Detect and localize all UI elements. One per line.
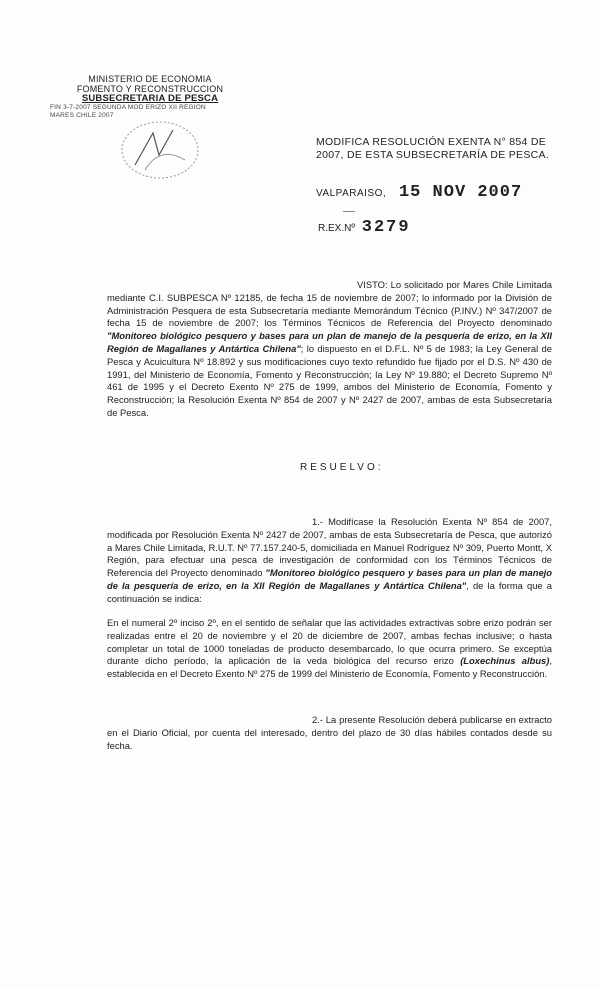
ministry-subname: FOMENTO Y RECONSTRUCCION [76,84,224,94]
file-reference-2: MARES CHILE 2007 [50,112,114,119]
resolution-title: MODIFICA RESOLUCIÓN EXENTA N° 854 DE 2007, DE ESTA SUBSECRETARÍA DE PESCA. [316,136,550,161]
visto-lead: VISTO: Lo solicitado por Mares Chile Limitada mediante C.I. SUBPESCA Nº 12185, de fecha 15 de noviembre de 2007; lo informado por la División de Administración Pesquera de esta Subsecretaría mediante Memorándum Técnico (P.INV.) Nº 347/2007 de fecha 15 de noviembre de 2007; los Términos Técnicos de Referencia del Proyecto denominado [107,279,552,329]
species-name: (Loxechinus albus) [460,655,550,667]
p1-lead: 1.- Modifícase la Resolución Exenta Nº 854 de 2007, modificada por Resolución Exenta Nº 2427 de 2007, ambas de esta Subsecretaría de Pesca, que autorizó a Mares Chile Limitada, R.U.T. Nº 77.157.240-5, domiciliada en Manuel Rodríguez Nº 309, Puerto Montt, X Región, para efectuar una pesca de investigación de conformidad con los Términos Técnicos de Referencia del Proyecto denominado [107,516,552,579]
resolution-point-1-detail [107,617,552,681]
resolution-point-2 [107,714,552,752]
p1-tail: , de la forma que a continuación se indica: [107,579,552,604]
p2-lead: En el numeral 2º inciso 2º, en el sentido de señalar que las actividades extractivas sobre erizo podrán ser realizadas entre el 20 de noviembre y el 20 de diciembre de 2007, ambas fechas inclusive; o hasta completar un total de 1000 toneladas de producto desembarcado, lo que ocurra primero. Se exceptúa durante dicho período, la aplicación de la veda biológica del recurso erizo [107,617,552,667]
place-date [316,183,522,202]
rex-number-stamp: 3279 [361,218,411,237]
resolution-number [318,218,411,237]
p1-project-title: "Monitoreo biológico pesquero y bases para un plan de manejo de la pesquería de erizo, en la XII Región de Magallanes y Antártica Chilena" [107,567,553,591]
date-stamp: 15 NOV 2007 [398,183,523,202]
file-reference: FIN 3-7-2007 SEGUNDA MOD ERIZO XII REGION [50,104,206,111]
subsecretaria-name: SUBSECRETARIA DE PESCA [81,93,219,104]
resolution-point-1 [107,516,552,606]
official-stamp-seal [115,115,205,185]
visto-rest: ; lo dispuesto en el D.F.L. Nº 5 de 1983; la Ley General de Pesca y Acuicultura Nº 18.892 y sus modificaciones cuyo texto refundido fue fijado por el D.S. Nº 430 de 1991, del Ministerio de Economía, Fomento y Reconstrucción; la Ley Nº 19.880; el Decreto Supremo Nº 461 de 1995 y el Decreto Exento Nº 275 de 1999, ambos del Ministerio de Economía, Fomento y Reconstrucción; la Resolución Exenta Nº 854 de 2007 y Nº 2427 de 2007, ambas de esta Subsecretaría de Pesca. [107,342,552,418]
place-label: VALPARAISO, [316,188,387,199]
rex-label: R.EX.Nº [318,223,355,234]
resuelvo-heading: RESUELVO: [300,462,384,473]
letterhead [50,74,240,120]
visto-project-title: "Monitoreo biológico pesquero y bases para un plan de manejo de la pesquería de erizo, en la XII Región de Magallanes y Antártica Chilena" [107,330,552,354]
ministry-name: MINISTERIO DE ECONOMIA [88,74,212,84]
divider-mark [343,211,355,212]
p2-tail: , establecida en el Decreto Exento Nº 275 de 1999 del Ministerio de Economía, Fomento y Reconstrucción. [107,655,552,680]
p3-text: 2.- La presente Resolución deberá publicarse en extracto en el Diario Oficial, por cuenta del interesado, dentro del plazo de 30 días hábiles contados desde su fecha. [107,714,552,751]
visto-paragraph [107,279,552,420]
